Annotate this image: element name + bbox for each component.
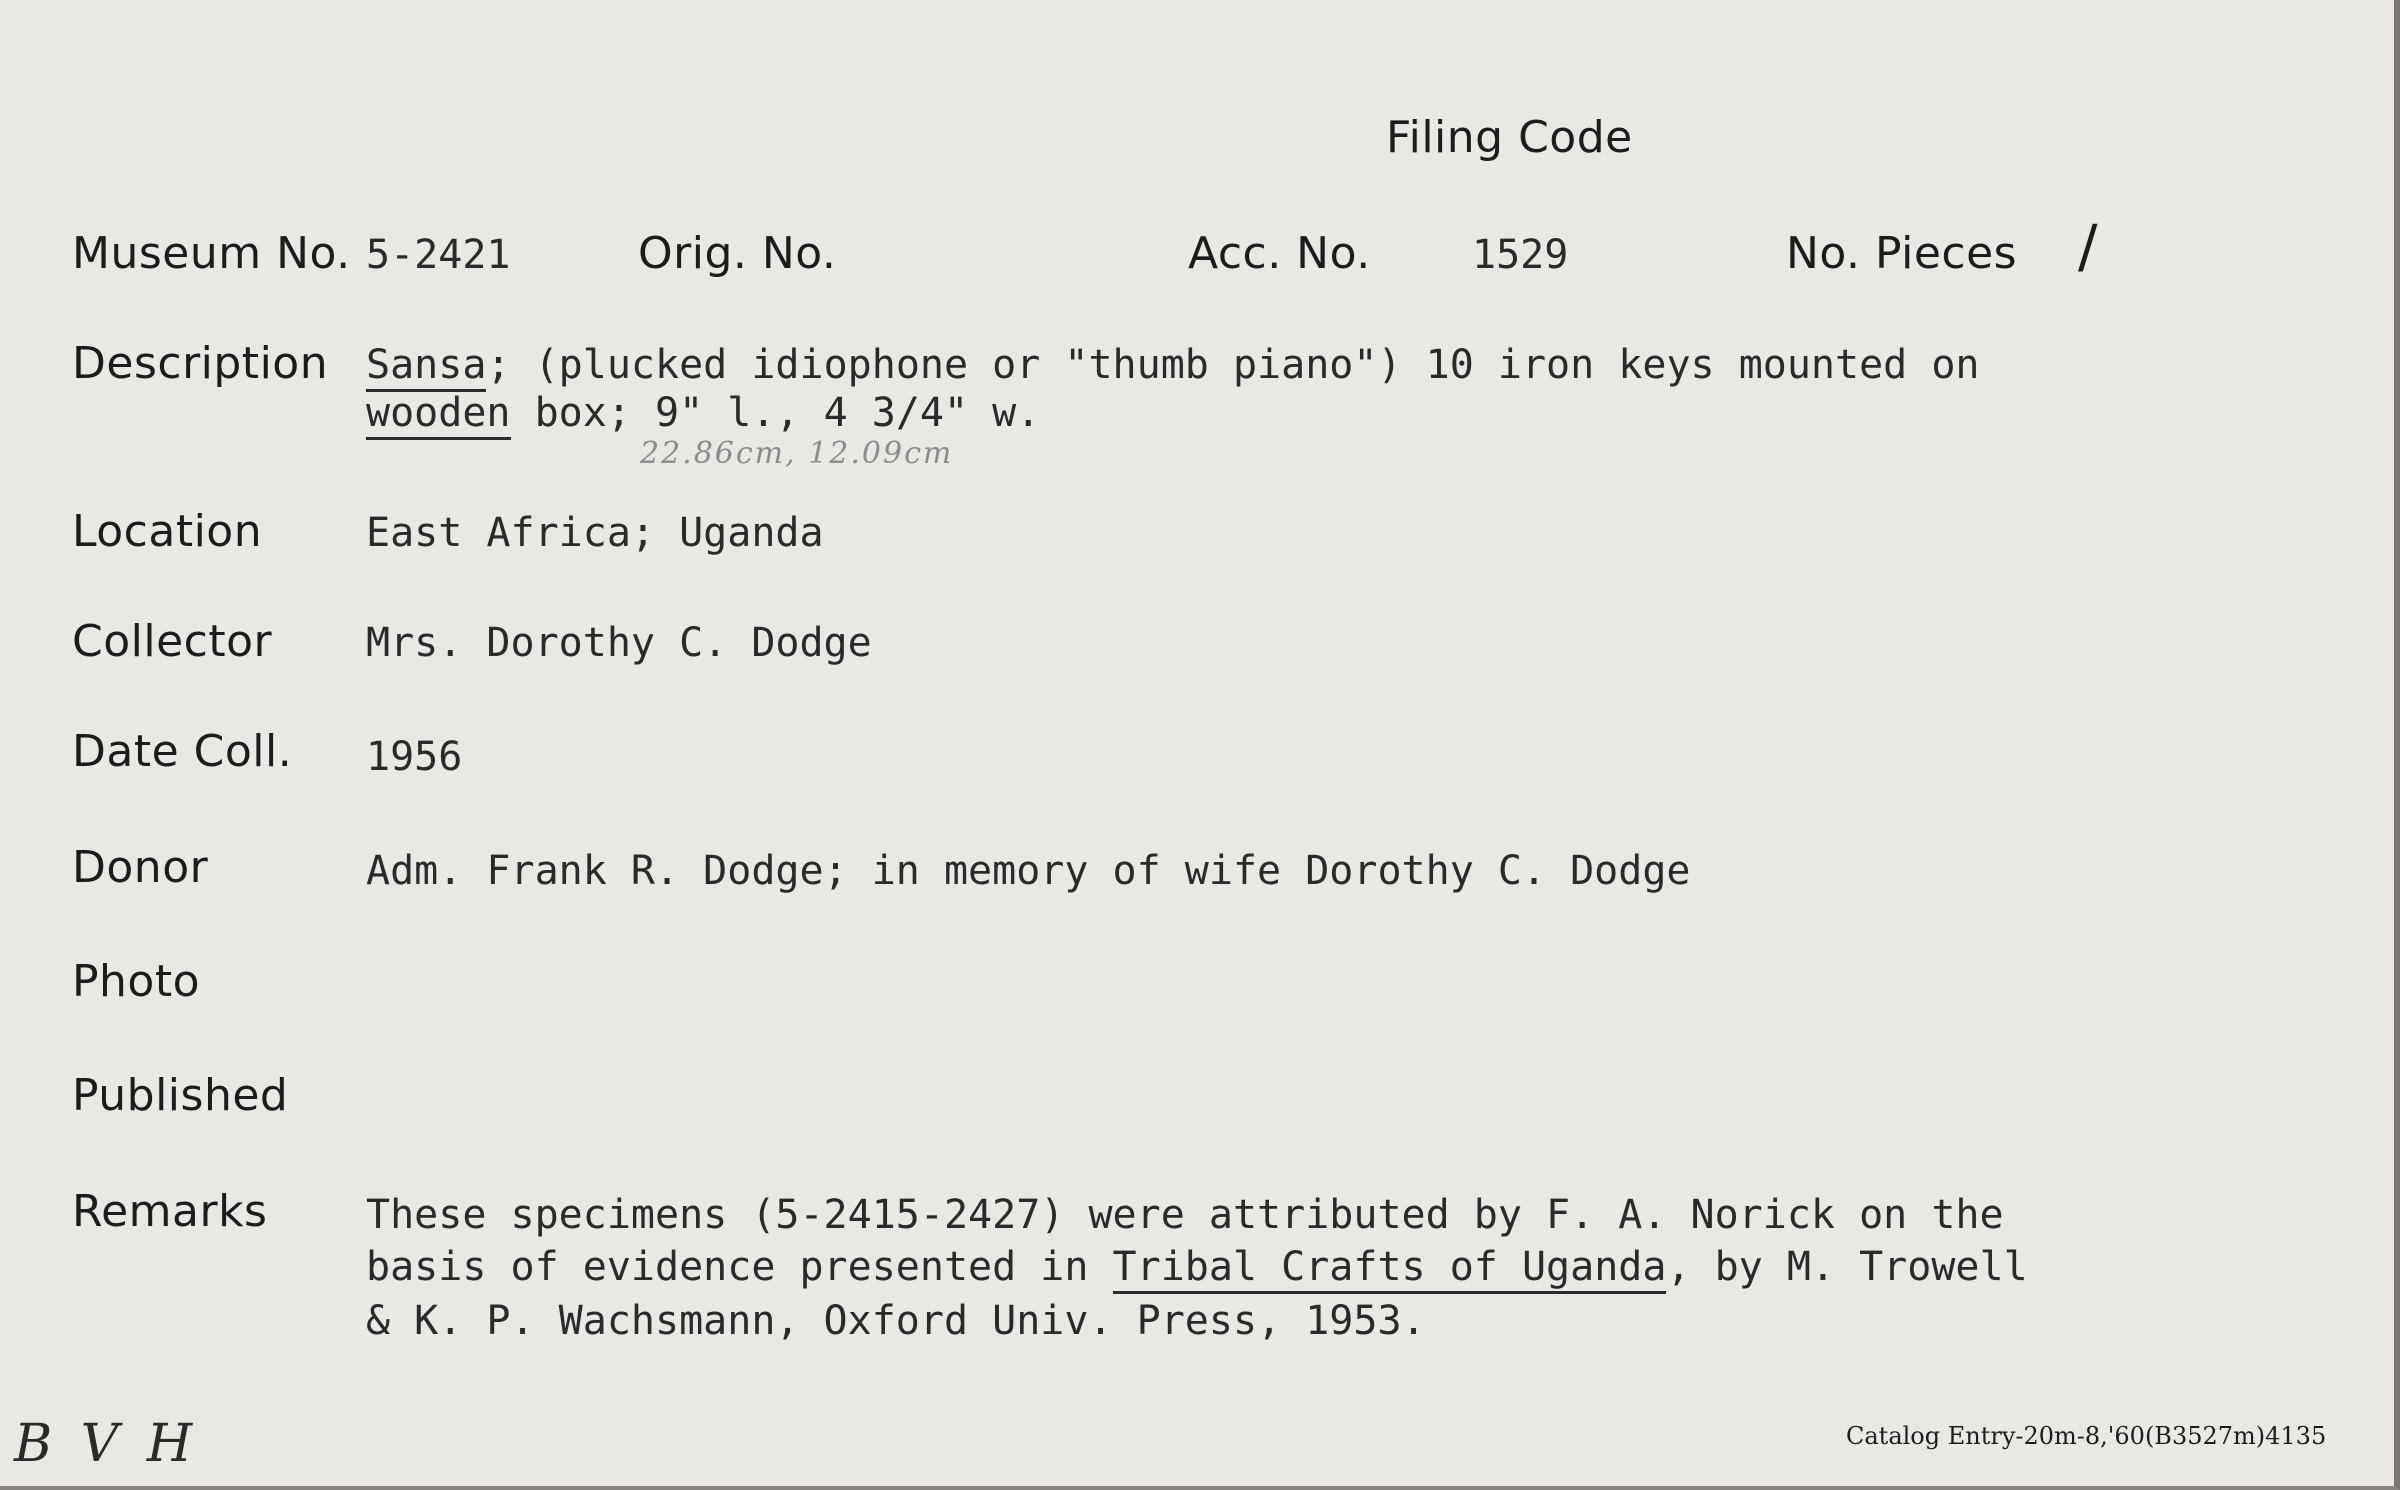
date-coll-label: Date Coll. — [72, 726, 293, 777]
handwritten-measurement-note: 22.86cm, 12.09cm — [640, 436, 954, 471]
remarks-publication-title: Tribal Crafts of Uganda — [1113, 1244, 1667, 1294]
donor-label: Donor — [72, 842, 209, 893]
remarks-line-3: & K. P. Wachsmann, Oxford Univ. Press, 1953. — [366, 1298, 1426, 1344]
handwritten-initials: B V H — [14, 1414, 199, 1474]
catalog-entry-footer: Catalog Entry-20m-8,'60(B3527m)4135 — [1846, 1422, 2327, 1450]
remarks-line-2-post: , by M. Trowell — [1666, 1244, 2028, 1290]
filing-code-label: Filing Code — [1386, 112, 1633, 163]
description-line-1 — [366, 342, 1980, 388]
description-term: Sansa — [366, 342, 486, 392]
donor-value: Adm. Frank R. Dodge; in memory of wife Dorothy C. Dodge — [366, 848, 1691, 894]
collector-label: Collector — [72, 616, 273, 667]
description-line-2-rest: box; 9" l., 4 3/4" w. — [510, 390, 1041, 436]
museum-no-value: 5-2421 — [366, 232, 511, 278]
collector-value: Mrs. Dorothy C. Dodge — [366, 620, 872, 666]
description-label: Description — [72, 338, 329, 389]
remarks-line-1: These specimens (5-2415-2427) were attributed by F. A. Norick on the — [366, 1192, 2004, 1238]
location-label: Location — [72, 506, 263, 557]
date-coll-value: 1956 — [366, 734, 463, 780]
description-line-2 — [366, 390, 1040, 436]
acc-no-label: Acc. No. — [1188, 228, 1371, 279]
remarks-line-2 — [366, 1244, 2028, 1290]
published-label: Published — [72, 1070, 289, 1121]
no-pieces-label: No. Pieces — [1786, 228, 2018, 279]
description-underlined-word: wooden — [366, 390, 511, 440]
remarks-label: Remarks — [72, 1186, 268, 1237]
description-line-1-rest: ; (plucked idiophone or "thumb piano") 10 iron keys mounted on — [486, 342, 1980, 388]
remarks-line-2-pre: basis of evidence presented in — [366, 1244, 1113, 1290]
location-value: East Africa; Uganda — [366, 510, 824, 556]
no-pieces-value: / — [2078, 212, 2098, 280]
museum-no-label: Museum No. — [72, 228, 351, 279]
orig-no-label: Orig. No. — [638, 228, 837, 279]
photo-label: Photo — [72, 956, 201, 1007]
acc-no-value: 1529 — [1472, 232, 1569, 278]
